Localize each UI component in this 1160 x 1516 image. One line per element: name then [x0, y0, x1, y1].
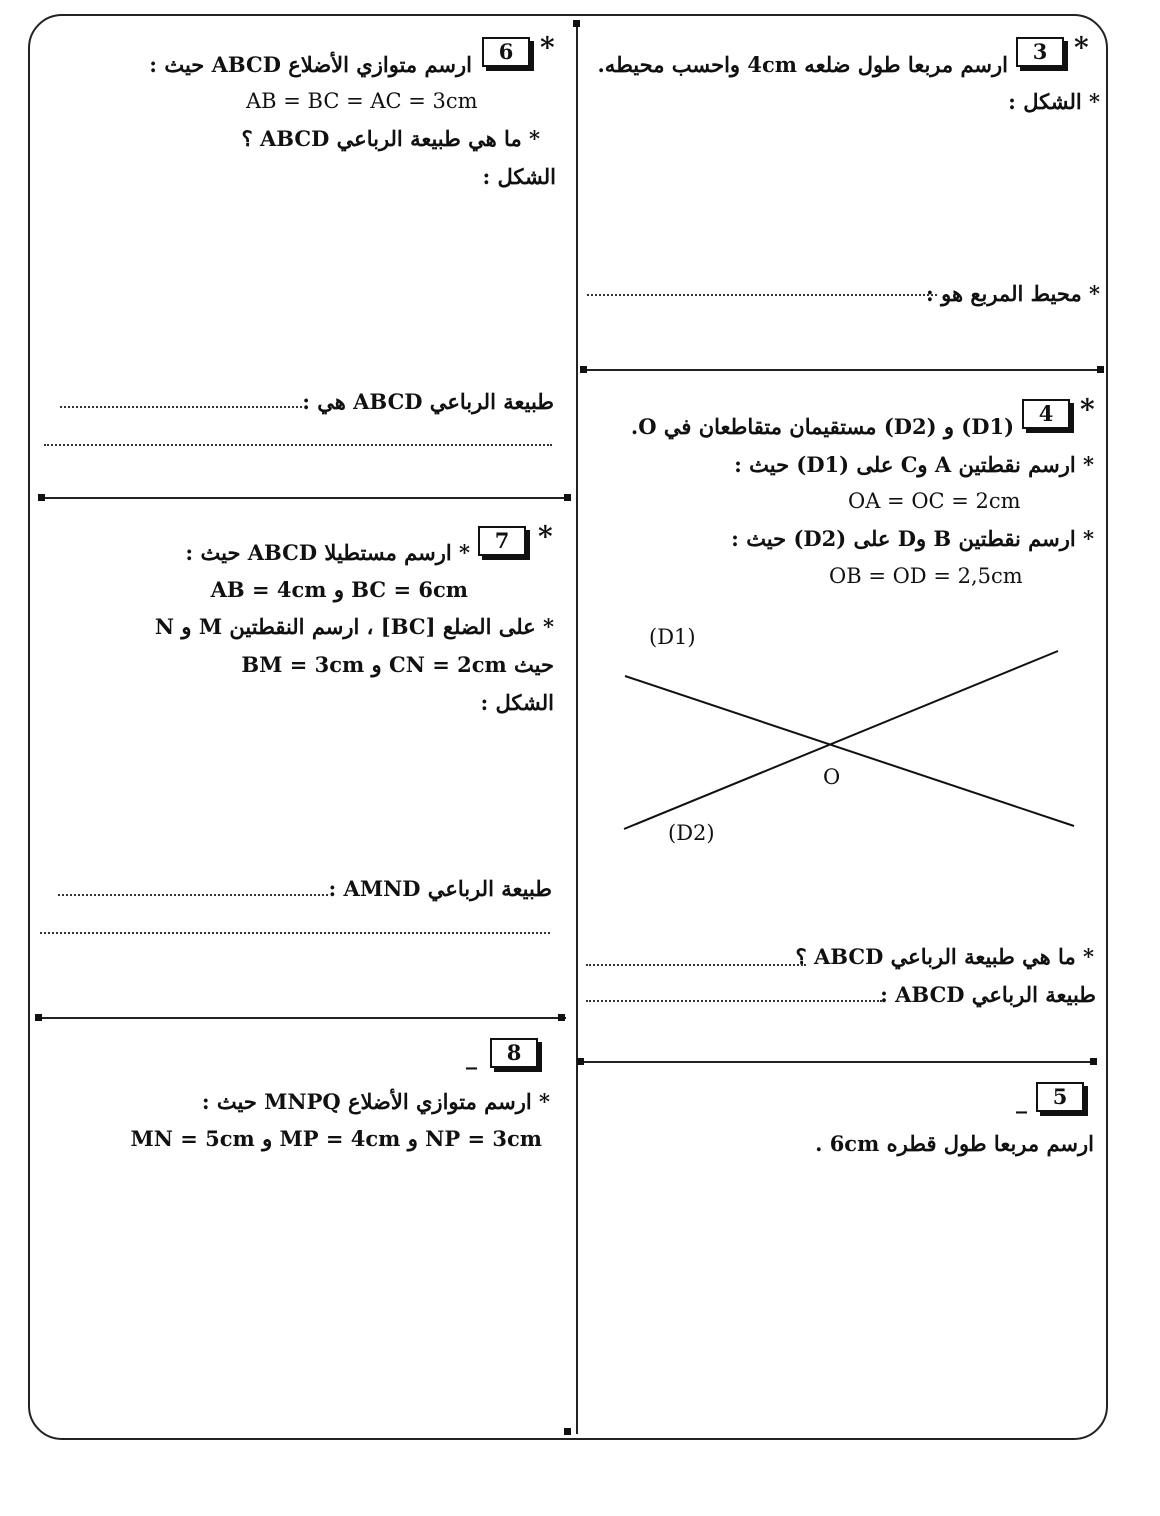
exercise-number: 7	[478, 526, 526, 556]
answer-line[interactable]	[44, 444, 552, 446]
equation: AB = BC = AC = 3cm	[246, 89, 478, 113]
answer-line[interactable]	[40, 932, 550, 934]
figure-label: الشكل :	[482, 164, 556, 189]
dash-marker: _	[1016, 1088, 1027, 1114]
exercise-instruction: ارسم مربعا طول قطره 6cm .	[815, 1131, 1094, 1156]
exercise-line: (D1) و (D2) مستقيمان متقاطعان في O.	[630, 414, 1014, 439]
answer-label: طبيعة الرباعي ABCD هي :	[302, 389, 554, 414]
exercise-line: * على الضلع [BC] ، ارسم النقطتين M و N	[154, 614, 554, 639]
line-d1	[625, 676, 1074, 826]
exercise-line: * ارسم متوازي الأضلاع MNPQ حيث :	[201, 1089, 550, 1114]
dash-marker: _	[466, 1044, 477, 1070]
question: * ما هي طبيعة الرباعي ABCD ؟	[795, 944, 1094, 969]
exercise-instruction: ارسم مربعا طول ضلعه 4cm واحسب محيطه.	[597, 52, 1008, 77]
answer-label: طبيعة الرباعي ABCD :	[880, 982, 1096, 1007]
intersection-point-label: O	[823, 765, 841, 789]
exercise-number: 6	[482, 37, 530, 67]
exercise-number: 4	[1022, 399, 1070, 429]
star-marker: *	[538, 520, 553, 553]
equation: BC = 6cm و AB = 4cm	[210, 577, 468, 602]
exercise-line: حيث CN = 2cm و BM = 3cm	[241, 652, 554, 677]
d1-label: (D1)	[649, 625, 696, 649]
figure-label: * الشكل :	[1008, 89, 1100, 114]
exercise-line: * ارسم نقطتين B وD على (D2) حيث :	[731, 526, 1094, 551]
exercise-line: ارسم متوازي الأضلاع ABCD حيث :	[149, 52, 472, 77]
d2-label: (D2)	[668, 821, 715, 845]
question: * ما هي طبيعة الرباعي ABCD ؟	[241, 126, 540, 151]
answer-line[interactable]	[60, 406, 302, 408]
star-marker: *	[1080, 393, 1095, 426]
exercise-number: 3	[1016, 37, 1064, 67]
answer-line[interactable]	[58, 894, 328, 896]
exercise-number: 8	[490, 1038, 538, 1068]
perimeter-label: * محيط المربع هو :	[926, 281, 1100, 306]
equation: NP = 3cm و MP = 4cm و MN = 5cm	[130, 1126, 542, 1151]
star-marker: *	[1074, 31, 1089, 64]
line-d2	[624, 651, 1058, 829]
exercise-line: * ارسم مستطيلا ABCD حيث :	[185, 540, 470, 565]
figure-label: الشكل :	[480, 690, 554, 715]
exercise-number: 5	[1036, 1082, 1084, 1112]
star-marker: *	[540, 31, 555, 64]
equation: OB = OD = 2,5cm	[829, 564, 1023, 588]
answer-label: طبيعة الرباعي AMND :	[328, 876, 552, 901]
answer-line[interactable]	[586, 1000, 882, 1002]
equation: OA = OC = 2cm	[848, 489, 1021, 513]
exercise-line: * ارسم نقطتين A وC على (D1) حيث :	[734, 452, 1094, 477]
answer-line[interactable]	[586, 964, 806, 966]
